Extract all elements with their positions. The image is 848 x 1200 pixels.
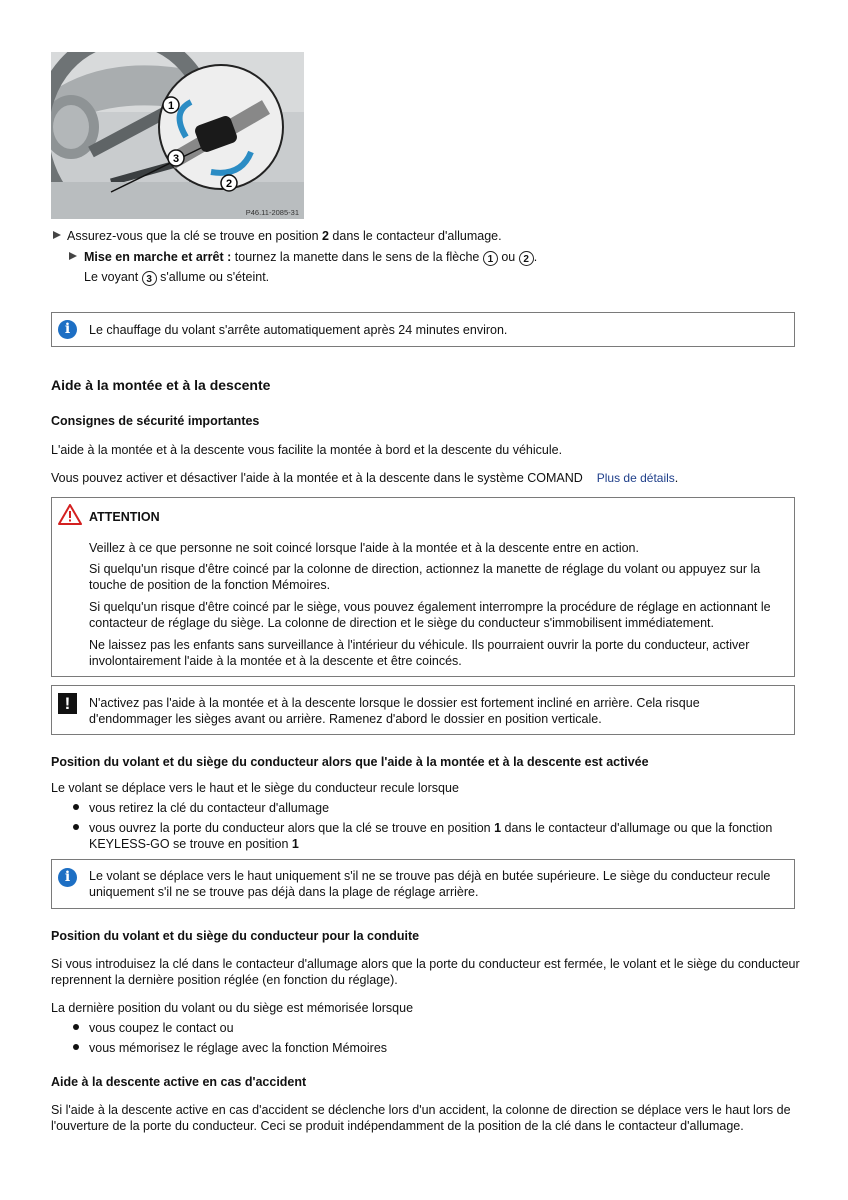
info-note-text: Le chauffage du volant s'arrête automatiquement après 24 minutes environ. xyxy=(89,323,508,337)
attention-para-3: Si quelqu'un risque d'être coincé par le siège, vous pouvez également interrompre la procédure de réglage en actionnant le contacteur de réglage du siège. La colonne de direction et le siège du conducteur s'immobilisent immédiatement. xyxy=(89,600,771,630)
more-details-link[interactable]: Plus de détails xyxy=(596,471,675,485)
accident-para: Si l'aide à la descente active en cas d'accident se déclenche lors d'un accident, la colonne de direction se déplace vers le haut lors de l'ouverture de la porte du conducteur. Ceci se produit indépendamment de la position de la clé dans le contacteur d'allumage. xyxy=(51,1103,791,1133)
position-active-bullet-2: vous ouvrez la porte du conducteur alors que la clé se trouve en position 1 dans le contacteur d'allumage ou que la fonction KEYLESS-GO se trouve en position 1 xyxy=(89,821,773,851)
driving-title: Position du volant et du siège du conducteur pour la conduite xyxy=(51,929,420,943)
exclamation-icon: ! xyxy=(58,693,77,714)
step-result: Le voyant 3 s'allume ou s'éteint. xyxy=(84,270,270,285)
attention-box xyxy=(51,497,795,677)
number-1-icon: 1 xyxy=(483,251,498,266)
driving-para-2: La dernière position du volant ou du siège est mémorisée lorsque xyxy=(51,1001,414,1015)
steering-column-photo xyxy=(51,52,304,219)
bullet-icon xyxy=(73,1044,79,1050)
accident-title: Aide à la descente active en cas d'accident xyxy=(51,1075,307,1089)
step-1: Assurez-vous que la clé se trouve en position 2 dans le contacteur d'allumage. xyxy=(67,229,502,243)
attention-para-4: Ne laissez pas les enfants sans surveillance à l'intérieur du véhicule. Ils pourraient ouvrir la porte du conducteur, activer involontairement l'aide à la montée et à la descente et être coincés. xyxy=(89,638,750,668)
driving-para-1: Si vous introduisez la clé dans le contacteur d'allumage alors que la porte du conducteur est fermée, le volant et le siège du conducteur reprennent la dernière position réglée (en fonction du réglage). xyxy=(51,957,800,987)
driving-bullet-1: vous coupez le contact ou xyxy=(89,1021,234,1035)
callout-2: 2 xyxy=(225,178,233,190)
info-note-box xyxy=(51,312,795,347)
step-arrow-icon xyxy=(53,231,61,239)
bullet-icon xyxy=(73,1024,79,1030)
section-para-2: Vous pouvez activer et désactiver l'aide à la montée et à la descente dans le système COMAND Plus de détails. xyxy=(51,471,679,485)
section-para-1: L'aide à la montée et à la descente vous facilite la montée à bord et la descente du véhicule. xyxy=(51,443,563,457)
image-caption: P46.11-2085-31 xyxy=(245,208,299,217)
number-2-icon: 2 xyxy=(519,251,534,266)
attention-para-2: Si quelqu'un risque d'être coincé par la colonne de direction, actionnez la manette de réglage du volant ou appuyez sur la touche de position de la fonction Mémoires. xyxy=(89,562,761,592)
position-active-intro: Le volant se déplace vers le haut et le siège du conducteur recule lorsque xyxy=(51,781,459,795)
warning-triangle-icon xyxy=(58,504,82,525)
info-icon: i xyxy=(58,320,77,339)
driving-bullet-2: vous mémorisez le réglage avec la fonction Mémoires xyxy=(89,1041,388,1055)
safety-title: Consignes de sécurité importantes xyxy=(51,414,260,428)
step-2: Mise en marche et arrêt : tournez la manette dans le sens de la flèche 1 ou 2 . xyxy=(84,250,538,265)
callout-1: 1 xyxy=(167,100,175,112)
material-warning-text: N'activez pas l'aide à la montée et à la descente lorsque le dossier est fortement incliné en arrière. Cela risque d'endommager les sièges avant ou arrière. Ramenez d'abord le dossier en position verticale. xyxy=(89,696,700,726)
bullet-icon xyxy=(73,804,79,810)
section-title: Aide à la montée et à la descente xyxy=(51,377,271,393)
attention-para-1: Veillez à ce que personne ne soit coincé lorsque l'aide à la montée et à la descente entre en action. xyxy=(89,541,639,555)
position-active-bullet-1: vous retirez la clé du contacteur d'allumage xyxy=(89,801,330,815)
position-active-title: Position du volant et du siège du conducteur alors que l'aide à la montée et à la descente est activée xyxy=(51,755,649,769)
info-icon: i xyxy=(58,868,77,887)
bullet-icon xyxy=(73,824,79,830)
callout-3: 3 xyxy=(172,153,180,165)
steering-heater-illustration xyxy=(51,52,304,219)
number-3-icon: 3 xyxy=(142,271,157,286)
info-note-box-2 xyxy=(51,859,795,909)
material-warning-box xyxy=(51,685,795,735)
attention-title: ATTENTION xyxy=(89,510,160,524)
step-arrow-icon xyxy=(69,252,77,260)
info-note-2-text: Le volant se déplace vers le haut uniquement s'il ne se trouve pas déjà en butée supérieure. Le siège du conducteur recule uniquement s'il ne se trouve pas déjà dans la plage de réglage arrière. xyxy=(89,869,771,899)
